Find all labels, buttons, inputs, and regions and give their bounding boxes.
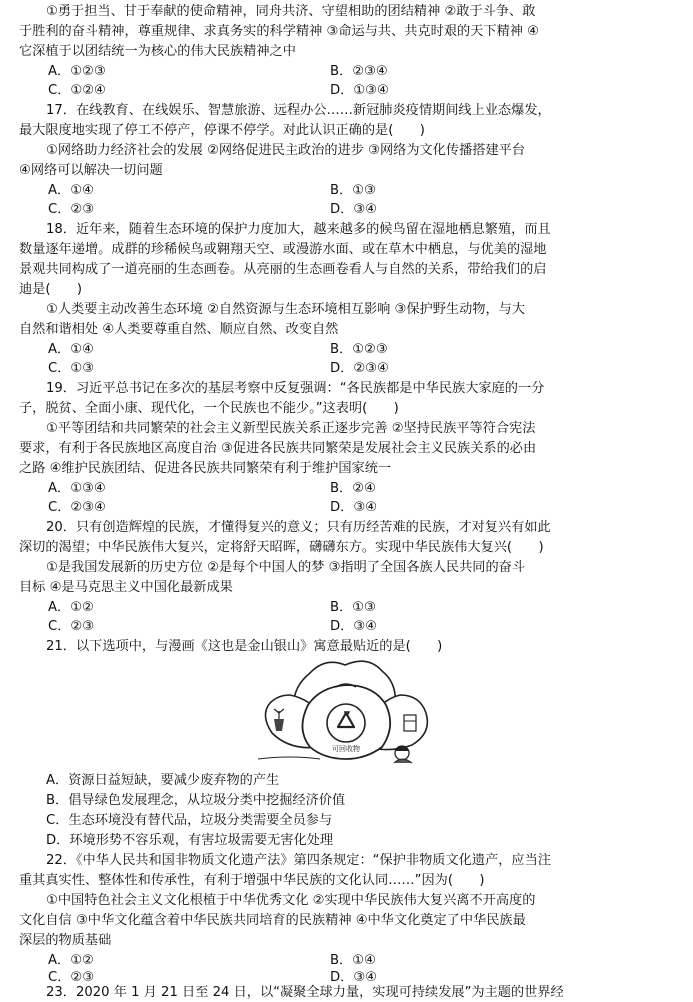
- q21-option-c: C．生态环境没有替代品，垃圾分类需要全员参与: [46, 813, 333, 828]
- q18-stem-line: 景观共同构成了一道亮丽的生态画卷。从亮丽的生态画卷看人与自然的关系，带给我们的启: [19, 262, 547, 277]
- q19-statement-line: ①平等团结和共同繁荣的社会主义新型民族关系正逐步完善 ②坚持民族平等符合宪法: [46, 421, 536, 436]
- q16-options-row: [0, 62, 693, 81]
- q21-stem-line: 21．以下选项中，与漫画《这也是金山银山》寓意最贴近的是( ): [46, 639, 443, 654]
- q18-stem-line: 迪是( ): [19, 282, 83, 297]
- q17-option-c: C．②③: [48, 202, 95, 217]
- q18-option-d: D．②③④: [330, 361, 389, 376]
- q16-option-b: B．②③④: [330, 64, 388, 79]
- q16-statement-line: 它深植于以团结统一为核心的伟大民族精神之中: [19, 44, 296, 59]
- q22-statement-line: 深层的物质基础: [19, 933, 112, 948]
- q22-option-b: B．①④: [330, 953, 376, 968]
- q20-option-a: A．①②: [48, 600, 94, 615]
- q18-stem-line: 数量逐年递增。成群的珍稀候鸟或翱翔天空、或漫游水面、或在草木中栖息，与优美的湿地: [19, 242, 547, 257]
- q19-stem-line: 19．习近平总书记在多次的基层考察中反复强调：“各民族都是中华民族大家庭的一分: [46, 381, 545, 396]
- q19-options-row: [0, 479, 693, 498]
- q18-statement-line: ①人类要主动改善生态环境 ②自然资源与生态环境相互影响 ③保护野生动物，与大: [46, 302, 526, 317]
- q20-options-row: [0, 617, 693, 636]
- q18-option-b: B．①②③: [330, 342, 388, 357]
- q22-stem-line: 22．《中华人民共和国非物质文化遗产法》第四条规定：“保护非物质文化遗产，应当注: [46, 853, 551, 868]
- q20-stem-line: 深切的渴望；中华民族伟大复兴，定将舒天昭晖，礴礴东方。实现中华民族伟大复兴( ): [19, 540, 544, 555]
- q20-options-row: [0, 598, 693, 617]
- q22-statement-line: ①中国特色社会主义文化根植于中华优秀文化 ②实现中华民族伟大复兴离不开高度的: [46, 893, 536, 908]
- q17-statement-line: ④网络可以解决一切问题: [19, 163, 163, 178]
- q18-option-c: C．①③: [48, 361, 95, 376]
- q21-option-d: D．环境形势不容乐观，有害垃圾需要无害化处理: [46, 833, 334, 848]
- q20-option-c: C．②③: [48, 619, 95, 634]
- q17-option-b: B．①③: [330, 183, 376, 198]
- cartoon-label: 可回收物: [332, 745, 360, 753]
- q16-option-c: C．①②④: [48, 83, 106, 98]
- q22-stem-line: 重其真实性、整体性和传承性，有利于增强中华民族的文化认同……”因为( ): [19, 873, 485, 888]
- q16-statement-line: 于胜利的奋斗精神，尊重规律、求真务实的科学精神 ③命运与共、共克时艰的天下精神 ④: [19, 24, 539, 39]
- q20-stem-line: 20．只有创造辉煌的民族，才懂得复兴的意义；只有历经苦难的民族，才对复兴有如此: [46, 520, 551, 535]
- q21-option-a: A．资源日益短缺，要减少废弃物的产生: [46, 773, 280, 788]
- q19-statement-line: 之路 ④维护民族团结、促进各民族共同繁荣有利于维护国家统一: [19, 461, 392, 476]
- q17-option-d: D．③④: [330, 202, 377, 217]
- q19-statement-line: 要求，有利于各民族地区高度自治 ③促进各民族共同繁荣是发展社会主义民族关系的必由: [19, 441, 537, 456]
- q19-option-c: C．②③④: [48, 500, 106, 515]
- q22-option-d: D．③④: [330, 970, 377, 985]
- q16-statement-line: ①勇于担当、甘于奉献的使命精神，同舟共济、守望相助的团结精神 ②敢于斗争、敢: [46, 4, 536, 19]
- q18-statement-line: 自然和谐相处 ④人类要尊重自然、顺应自然、改变自然: [19, 322, 339, 337]
- q17-options-row: [0, 200, 693, 219]
- q17-option-a: A．①④: [48, 183, 94, 198]
- q18-options-row: [0, 340, 693, 359]
- q20-option-b: B．①③: [330, 600, 376, 615]
- q17-stem-line: 17．在线教育、在线娱乐、智慧旅游、远程办公……新冠肺炎疫情期间线上业态爆发，: [46, 103, 551, 118]
- q16-options-row: [0, 81, 693, 100]
- q17-options-row: [0, 181, 693, 200]
- recycling-cartoon: [250, 655, 440, 765]
- q20-statement-line: ①是我国发展新的历史方位 ②是每个中国人的梦 ③指明了全国各族人民共同的奋斗: [46, 560, 526, 575]
- q18-stem-line: 18．近年来，随着生态环境的保护力度加大，越来越多的候鸟留在湿地栖息繁殖，而且: [46, 222, 551, 237]
- q22-option-a: A．①②: [48, 953, 94, 968]
- q17-stem-line: 最大限度地实现了停工不停产，停课不停学。对此认识正确的是( ): [19, 123, 425, 138]
- q16-option-a: A．①②③: [48, 64, 106, 79]
- q17-statement-line: ①网络助力经济社会的发展 ②网络促进民主政治的进步 ③网络为文化传播搭建平台: [46, 143, 526, 158]
- q19-options-row: [0, 498, 693, 517]
- q19-stem-line: 子，脱贫、全面小康、现代化，一个民族也不能少。”这表明( ): [19, 401, 399, 416]
- q19-option-a: A．①③④: [48, 481, 106, 496]
- q18-options-row: [0, 359, 693, 378]
- q16-option-d: D．①③④: [330, 83, 389, 98]
- q19-option-d: D．③④: [330, 500, 377, 515]
- q18-option-a: A．①④: [48, 342, 94, 357]
- q21-option-b: B．倡导绿色发展理念，从垃圾分类中挖掘经济价值: [46, 793, 346, 808]
- q20-option-d: D．③④: [330, 619, 377, 634]
- q19-option-b: B．②④: [330, 481, 376, 496]
- q20-statement-line: 目标 ④是马克思主义中国化最新成果: [19, 580, 233, 595]
- q22-option-c: C．②③: [48, 970, 95, 985]
- recycle-icon: [327, 704, 365, 742]
- q22-statement-line: 文化自信 ③中华文化蕴含着中华民族共同培育的民族精神 ④中华文化奠定了中华民族最: [19, 913, 526, 928]
- q23-stem-line: 23．2020 年 1 月 21 日至 24 日，以“凝聚全球力量，实现可持续发展”为主题的世界经: [46, 985, 564, 1000]
